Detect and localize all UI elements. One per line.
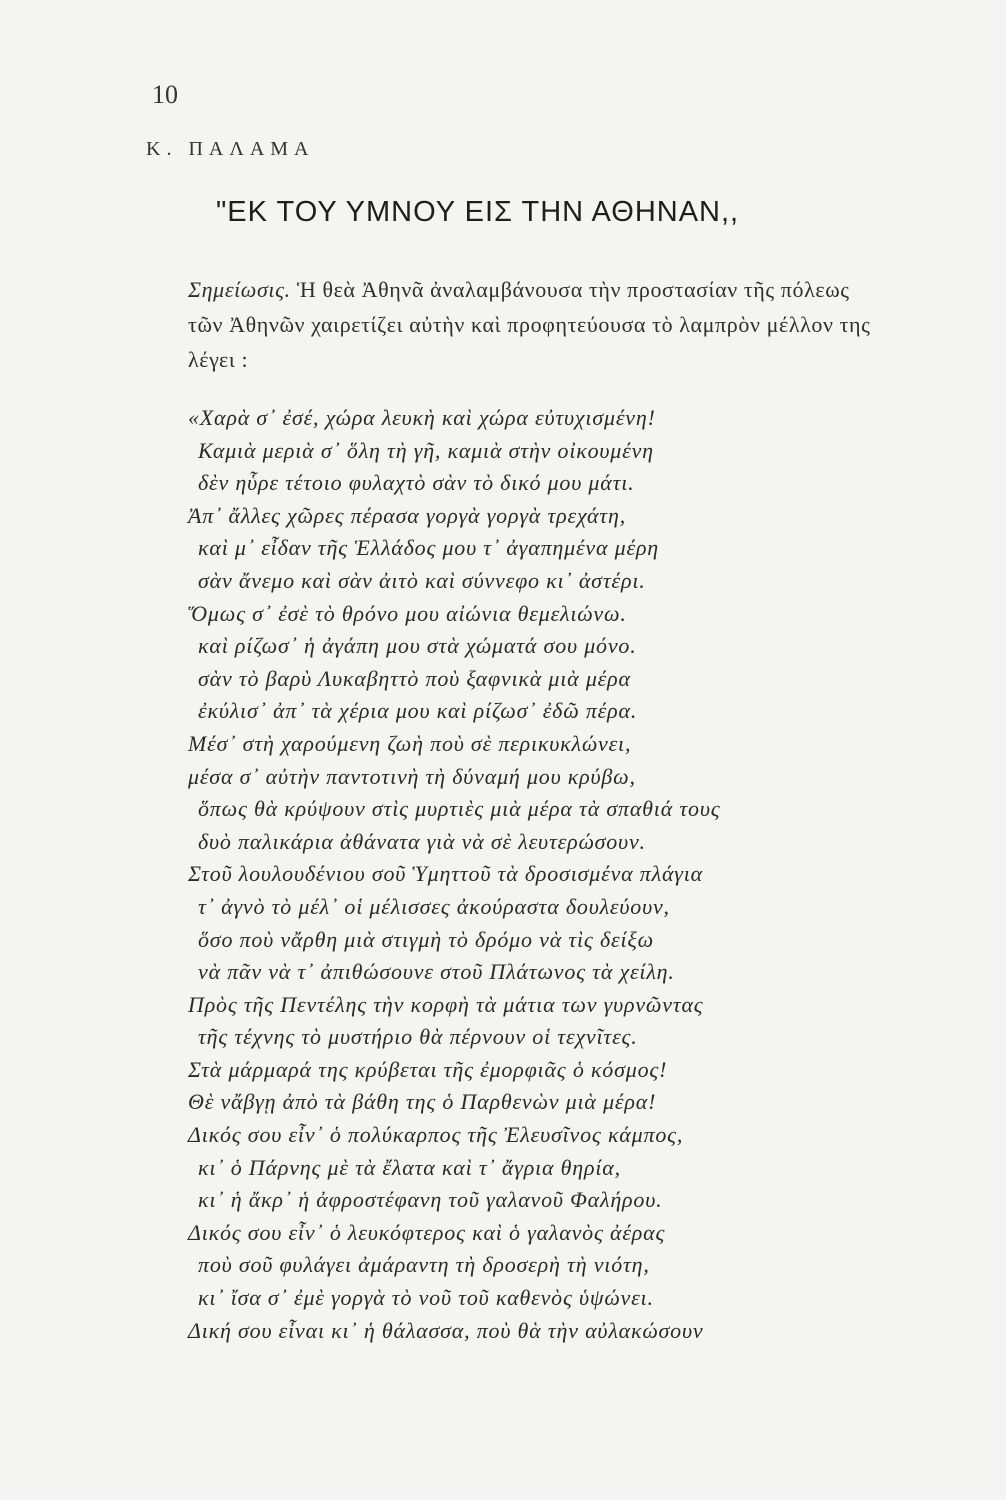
poem-line: μέσα σ᾽ αὐτὴν παντοτινὴ τὴ δύναμή μου κρύβω,	[188, 763, 636, 789]
poem-line: κι᾽ ὁ Πάρνης μὲ τὰ ἔλατα καὶ τ᾽ ἄγρια θηρία,	[198, 1154, 621, 1180]
poem-line: τ᾽ ἀγνὸ τὸ μέλ᾽ οἱ μέλισσες ἀκούραστα δουλεύουν,	[198, 893, 670, 919]
poem-line: καὶ ρίζωσ᾽ ἡ ἀγάπη μου στὰ χώματά σου μόνο.	[198, 633, 637, 659]
poem-line: δὲν ηὗρε τέτοιο φυλαχτὸ σὰν τὸ δικό μου μάτι.	[198, 470, 635, 496]
editorial-note	[188, 272, 888, 377]
poem-line: σὰν ἄνεμο καὶ σὰν ἀιτὸ καὶ σύννεφο κι᾽ ἀστέρι.	[198, 567, 646, 593]
poem-line: Πρὸς τῆς Πεντέλης τὴν κορφὴ τὰ μάτια των γυρνῶντας	[188, 991, 704, 1017]
poem-line: Δικός σου εἶν᾽ ὁ πολύκαρπος τῆς Ἐλευσῖνος κάμπος,	[188, 1122, 684, 1148]
poem-line: ὅπως θὰ κρύψουν στὶς μυρτιὲς μιὰ μέρα τὰ σπαθιά τους	[198, 796, 721, 822]
running-head-author: Κ. ΠΑΛΑΜΑ	[146, 138, 315, 160]
poem-line: Καμιὰ μεριὰ σ᾽ ὅλη τὴ γῆ, καμιὰ στὴν οἰκουμένη	[198, 437, 654, 463]
poem-line: τῆς τέχνης τὸ μυστήριο θὰ πέρνουν οἱ τεχνῖτες.	[198, 1024, 638, 1050]
poem-line: Στοῦ λουλουδένιου σοῦ Ὑμηττοῦ τὰ δροσισμένα πλάγια	[188, 861, 704, 887]
poem-title: "ΕΚ ΤΟΥ ΥΜΝΟΥ ΕΙΣ ΤΗΝ ΑΘΗΝΑΝ,,	[216, 196, 740, 228]
poem-line: Ὅμως σ᾽ ἐσὲ τὸ θρόνο μου αἰώνια θεμελιώνω.	[188, 600, 627, 626]
poem-line: Ἀπ᾽ ἄλλες χῶρες πέρασα γοργὰ γοργὰ τρεχάτη,	[188, 502, 626, 528]
poem-line: ποὺ σοῦ φυλάγει ἀμάραντη τὴ δροσερὴ τὴ νιότη,	[198, 1252, 650, 1278]
poem-line: Δική σου εἶναι κι᾽ ἡ θάλασσα, ποὺ θὰ τὴν αὐλακώσουν	[188, 1317, 704, 1343]
page-number: 10	[152, 80, 178, 109]
poem-line: ὅσο ποὺ νἄρθη μιὰ στιγμὴ τὸ δρόμο νὰ τὶς δείξω	[198, 926, 654, 952]
poem-line: Μέσ᾽ στὴ χαρούμενη ζωὴ ποὺ σὲ περικυκλώνει,	[188, 730, 632, 756]
poem-line: «Χαρὰ σ᾽ ἐσέ, χώρα λευκὴ καὶ χώρα εὐτυχισμένη!	[188, 405, 656, 430]
poem-line: Στὰ μάρμαρά της κρύβεται τῆς ἐμορφιᾶς ὁ κόσμος!	[188, 1056, 668, 1082]
poem-line: Θὲ νἄβγῃ ἀπὸ τὰ βάθη της ὁ Παρθενὼν μιὰ μέρα!	[188, 1089, 657, 1115]
poem-line: δυὸ παλικάρια ἀθάνατα γιὰ νὰ σὲ λευτερώσουν.	[198, 828, 646, 854]
note-label: Σημείωσις.	[188, 277, 291, 302]
poem-line: κι᾽ ἡ ἄκρ᾽ ἡ ἀφροστέφανη τοῦ γαλανοῦ Φαλήρου.	[198, 1187, 663, 1213]
poem-line: ἐκύλισ᾽ ἀπ᾽ τὰ χέρια μου καὶ ρίζωσ᾽ ἐδῶ πέρα.	[198, 698, 638, 724]
poem-body	[188, 402, 888, 1347]
poem-line: νὰ πᾶν νὰ τ᾽ ἀπιθώσουνε στοῦ Πλάτωνος τὰ χείλη.	[198, 959, 675, 985]
note-text: Ἡ θεὰ Ἀθηνᾶ ἀναλαμβάνουσα τὴν προστασίαν τῆς πόλεως τῶν Ἀθηνῶν χαιρετίζει αὐτὴν καὶ προφητεύουσα τὸ λαμπρὸν μέλλον της λέγει :	[188, 277, 871, 372]
poem-line: κι᾽ ἴσα σ᾽ ἐμὲ γοργὰ τὸ νοῦ τοῦ καθενὸς ὑψώνει.	[198, 1285, 654, 1311]
poem-line: Δικός σου εἶν᾽ ὁ λευκόφτερος καὶ ὁ γαλανὸς ἀέρας	[188, 1219, 666, 1245]
poem-line: σὰν τὸ βαρὺ Λυκαβηττὸ ποὺ ξαφνικὰ μιὰ μέρα	[198, 665, 631, 691]
poem-line: καὶ μ᾽ εἶδαν τῆς Ἑλλάδος μου τ᾽ ἀγαπημένα μέρη	[198, 535, 660, 561]
